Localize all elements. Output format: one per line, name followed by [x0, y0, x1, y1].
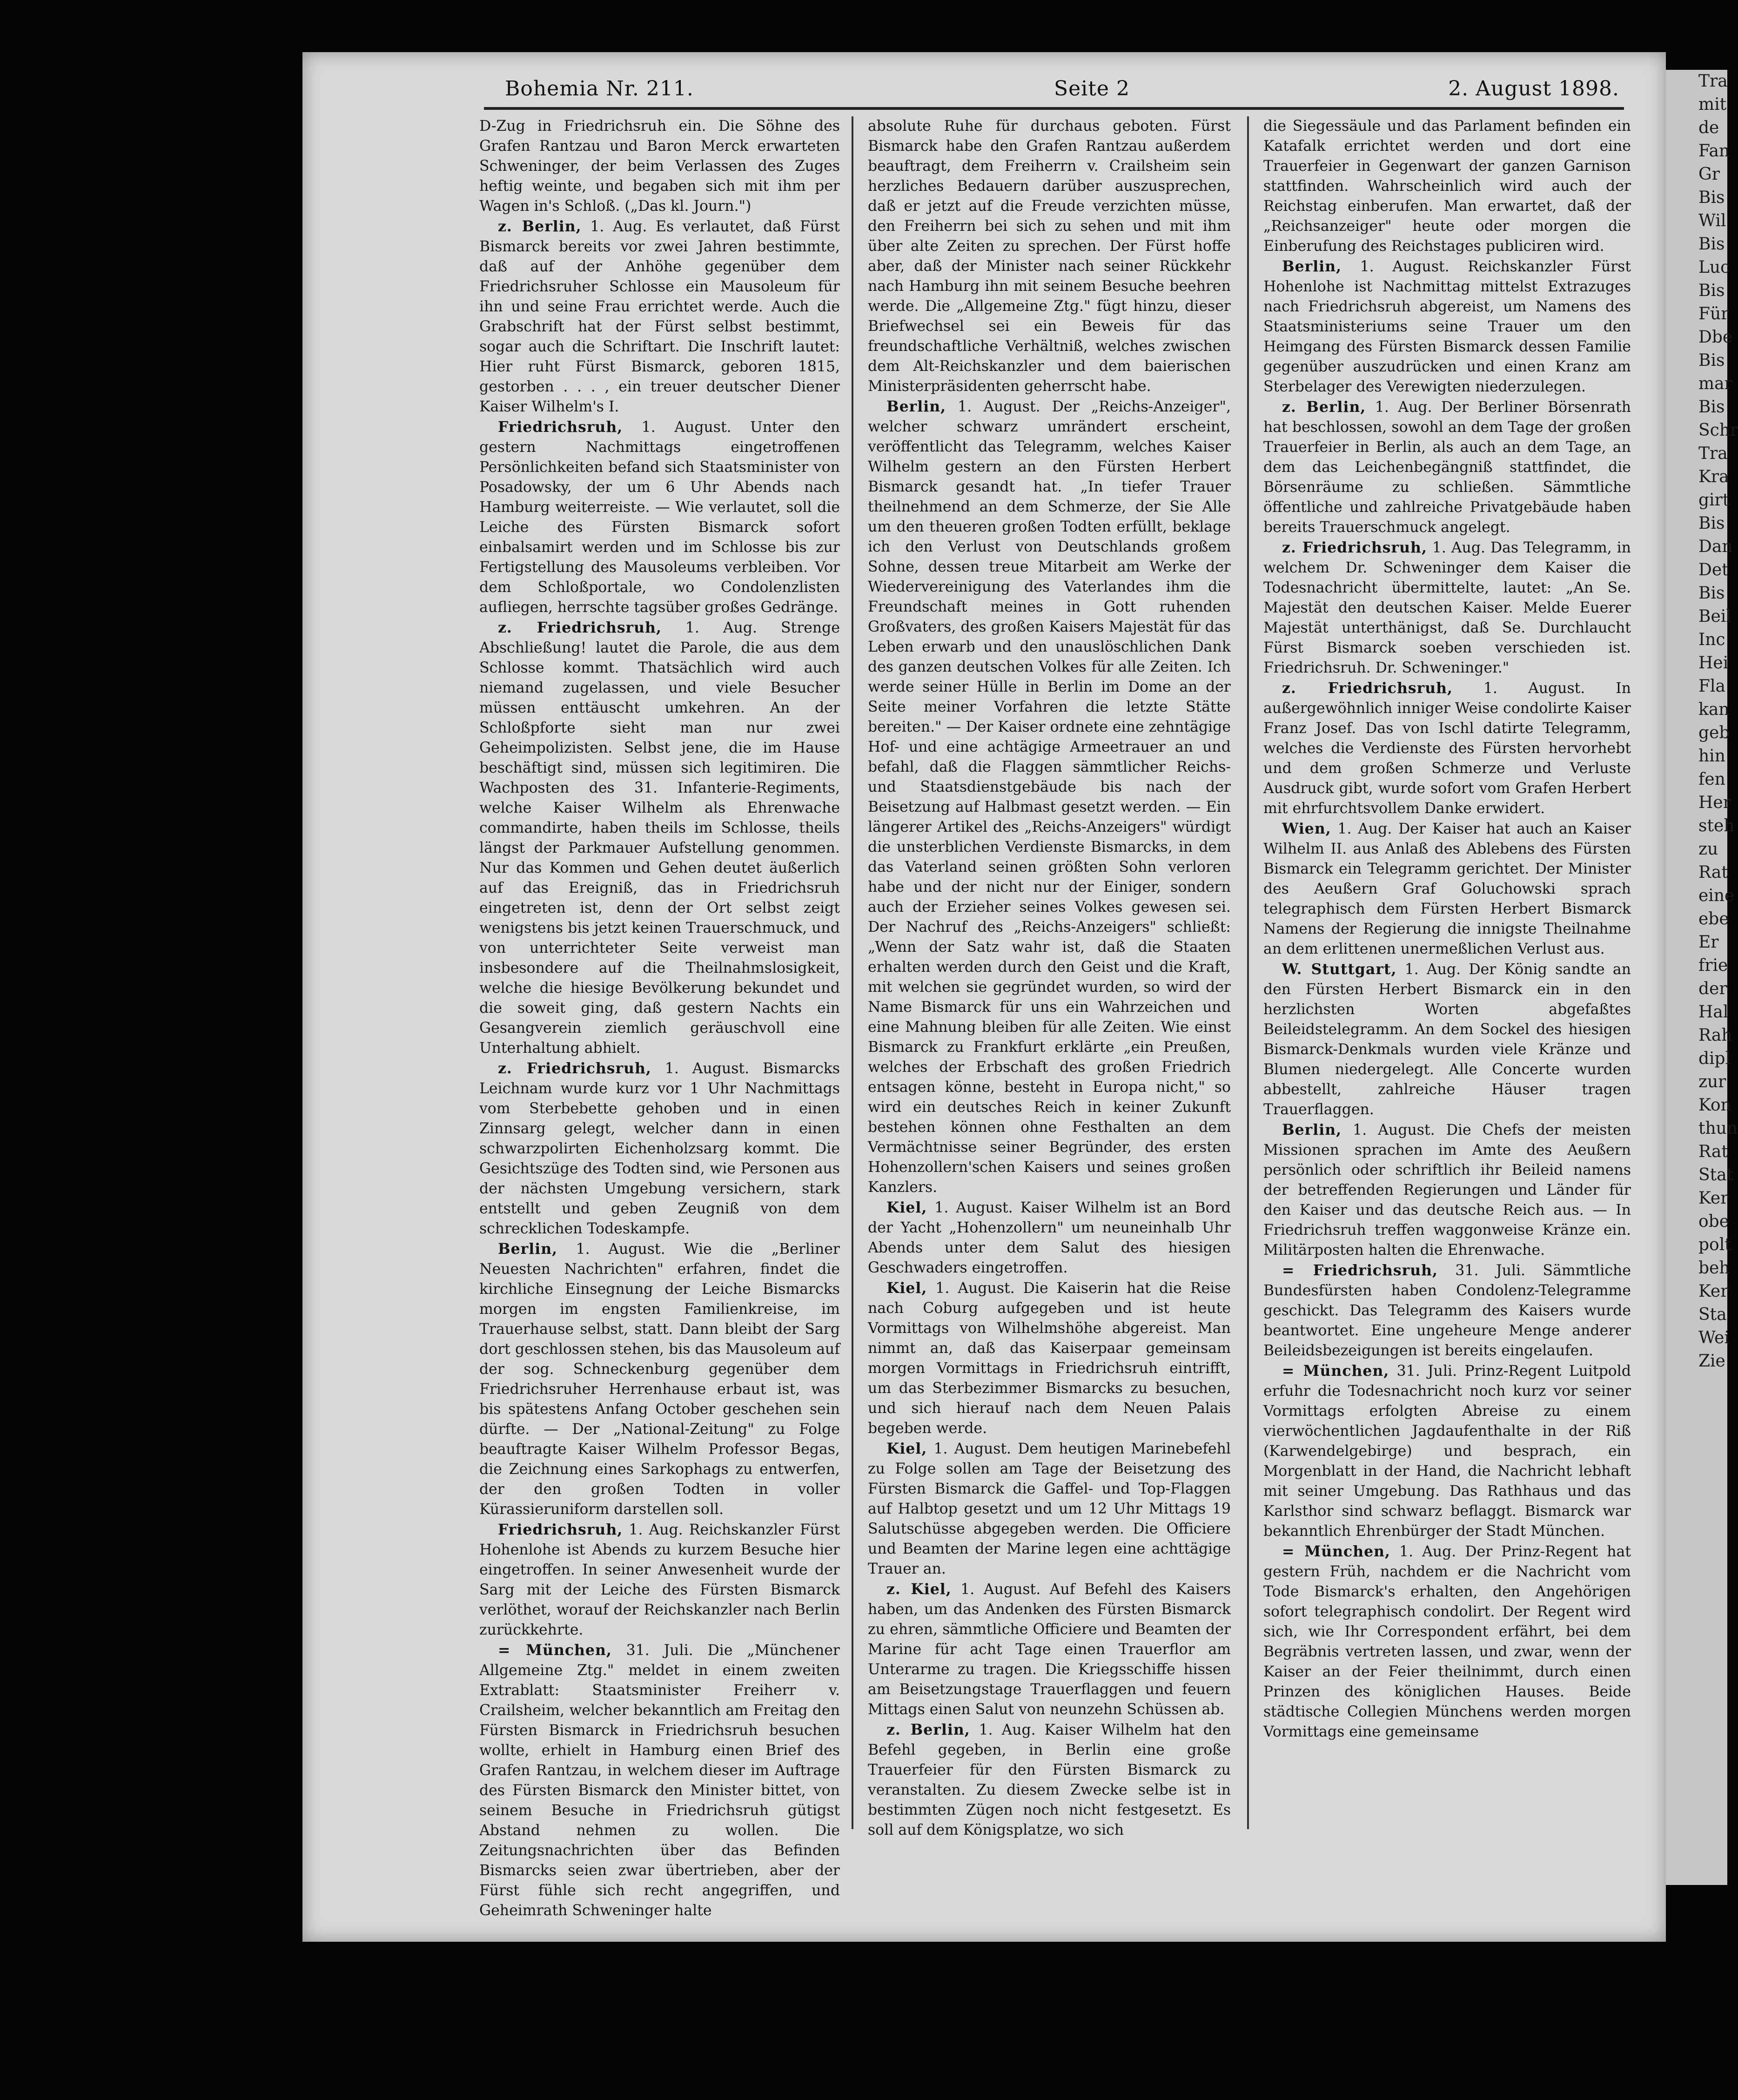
- paragraph-text: 1. Aug. Kaiser Wilhelm hat den Befehl gegeben, in Berlin eine große Trauerfeier für den Fürsten Bismarck zu veranstalten. Zu diesem Zwecke selbe ist in bestimmten Zügen noch nicht festgesetzt. Es soll auf dem Königsplatze, wo sich: [868, 1722, 1231, 1838]
- fragment-text: Rah: [1698, 1026, 1732, 1045]
- paragraph-text: 1. Aug. Der Prinz-Regent hat gestern Früh, nachdem er die Nachricht vom Tode Bismarck's erhalten, den Angehörigen sofort telegraphisch condolirt. Der Regent wird sich, wie Ihr Correspondent erfährt, bei dem Begräbnis vertreten lassen, und zwar, wenn der Kaiser an der Feier theilnimmt, durch einen Prinzen des königlichen Hauses. Beide städtische Collegien Münchens werden morgen Vormittags eine gemeinsame: [1263, 1543, 1631, 1740]
- fragment-text: Rat: [1698, 863, 1728, 882]
- dateline: Berlin,: [1282, 258, 1342, 275]
- column-rule: [1247, 116, 1249, 1829]
- paragraph-text: 1. August. Die Chefs der meisten Missionen sprachen im Amte des Aeußern persönlich oder schriftlich ihr Beileid namens der betreffenden Regierungen und Länder für den Kaiser und das deutsche Reich aus. — In Friedrichsruh treffen waggonweise Kränze ein. Militärposten halten die Ehrenwache.: [1263, 1122, 1631, 1259]
- fragment-text: Für: [1698, 304, 1729, 323]
- fragment-text: Gr: [1698, 165, 1720, 184]
- dateline: z. Friedrichsruh,: [498, 619, 662, 636]
- article-paragraph: [868, 1720, 1231, 1840]
- dateline: = München,: [1282, 1543, 1391, 1560]
- fragment-text: Bis: [1698, 351, 1725, 370]
- dateline: z. Berlin,: [1282, 398, 1366, 416]
- paragraph-text: 1. Aug. Das Telegramm, in welchem Dr. Schweninger dem Kaiser die Todesnachricht übermittelte, lautet: „An Se. Majestät den deutschen Kaiser. Melde Euerer Majestät unterthänigst, daß Se. Durchlaucht Fürst Bismarck soeben verschieden ist. Friedrichsruh. Dr. Schweninger.": [1263, 539, 1631, 676]
- dateline: W. Stuttgart,: [1282, 961, 1397, 978]
- fragment-text: beh: [1698, 1259, 1730, 1278]
- fragment-text: Wil: [1698, 211, 1726, 230]
- article-column-1: [479, 116, 840, 1919]
- header-rule: [484, 107, 1624, 110]
- paragraph-text: 31. Juli. Prinz-Regent Luitpold erfuhr die Todesnachricht noch kurz vor seiner Vormittags erfolgten Abreise zu einem vierwöchentlichen Jagdaufenthalte in der Riß (Karwendelgebirge) und besprach, ein Morgenblatt in der Hand, die Nachricht lebhaft mit seiner Umgebung. Das Rathhaus und das Karlsthor sind schwarz beflaggt. Bismarck war bekanntlich Ehrenbürger der Stadt München.: [1263, 1363, 1631, 1540]
- paragraph-text: 1. Aug. Der Kaiser hat auch an Kaiser Wilhelm II. aus Anlaß des Ablebens des Fürsten Bismarck ein Telegramm gerichtet. Der Minister des Aeußern Graf Goluchowski sprach telegraphisch dem Fürsten Herbert Bismarck Namens der Regierung die innigste Theilnahme an dem erlittenen unermeßlichen Verlust aus.: [1263, 821, 1631, 957]
- fragment-text: Zie: [1698, 1352, 1725, 1371]
- fragment-text: polt: [1698, 1235, 1731, 1254]
- fragment-text: Sta: [1698, 1305, 1727, 1324]
- fragment-text: Bis: [1698, 235, 1725, 254]
- fragment-text: Bis: [1698, 188, 1725, 207]
- fragment-text: Fla: [1698, 677, 1725, 696]
- paragraph-text: 31. Juli. Die „Münchener Allgemeine Ztg." meldet in einem zweiten Extrablatt: Staatsminister Freiherr v. Crailsheim, welcher bekanntlich am Freitag den Fürsten Bismarck in Friedrichsruh besuchen wollte, erhielt in Hamburg einen Brief des Grafen Rantzau, in welchem dieser im Auftrage des Fürsten Bismarck den Minister bittet, von seinem Besuche in Friedrichsruh gütigst Abstand nehmen zu wollen. Die Zeitungsnachrichten über das Befinden Bismarcks seien zwar übertrieben, aber der Fürst fühle sich recht angegriffen, und Geheimrath Schweninger halte: [479, 1642, 840, 1919]
- dateline: z. Kiel,: [886, 1581, 952, 1598]
- fragment-text: zur: [1698, 1072, 1726, 1091]
- fragment-text: steh: [1698, 816, 1735, 835]
- adjacent-page-fragment: [1666, 70, 1738, 1885]
- fragment-text: Bis: [1698, 584, 1725, 603]
- article-paragraph: [1263, 397, 1631, 538]
- article-paragraph: [868, 1439, 1231, 1579]
- paragraph-text: 1. August. Der „Reichs-Anzeiger", welcher schwarz umrändert erscheint, veröffentlicht das Telegramm, welches Kaiser Wilhelm gestern an den Fürsten Herbert Bismarck gesandt hat. „In tiefer Trauer theilnehmend an dem Schmerze, der Sie Alle um den theueren großen Todten erfüllt, beklage ich den Verlust von Deutschlands großem Sohne, dessen treue Mitarbeit am Werke der Wiedervereinigung des Vaterlandes ihm die Freundschaft meines in Gott ruhenden Großvaters, des großen Kaisers Majestät für das Leben erwarb und den unauslöschlichen Dank des ganzen deutschen Volkes für alle Zeiten. Ich werde seiner Hülle in Berlin im Dome an der Seite meiner Vorfahren die letzte Stätte bereiten." — Der Kaiser ordnete eine zehntägige Hof- und eine achtägige Armeetrauer an und befahl, daß die Flaggen sämmtlicher Reichs- und Staatsdienstgebäude bis nach der Beisetzung auf Halbmast gesetzt werden. — Ein längerer Artikel des „Reichs-Anzeigers" würdigt die unsterblichen Verdienste Bismarcks, in dem das Vaterland seinen größten Sohn verloren habe und der nicht nur der Einiger, sondern auch der Erzieher seines Volkes gewesen sei. Der Nachruf des „Reichs-Anzeigers" schließt: „Wenn der Satz wahr ist, daß die Staaten erhalten werden durch den Geist und die Kraft, mit welchen sie gegründet wurden, so wird der Name Bismarck für uns ein Wahrzeichen und eine Mahnung bleiben für alle Zeiten. Wie einst Bismarck zu Frankfurt erklärte „ein Preußen, welches der Erbschaft des großen Friedrich entsagen könne, besteht in Europa nicht," so wird ein deutsches Reich in keiner Zukunft bestehen können ohne Festhalten an dem Vermächtnisse seiner Begründer, des ersten Hohenzollern'schen Kaisers und seines großen Kanzlers.: [868, 398, 1231, 1196]
- paragraph-text: 1. August. In außergewöhnlich inniger Weise condolirte Kaiser Franz Josef. Das von Ischl datirte Telegramm, welches die Verdienste des Fürsten hervorhebt und dem großen Schmerze und Verluste Ausdruck gibt, wurde sofort vom Grafen Herbert mit ehrfurchtsvollem Danke erwidert.: [1263, 680, 1631, 817]
- page-number: Seite 2: [1054, 77, 1130, 101]
- fragment-text: eine: [1698, 886, 1735, 905]
- fragment-text: Rat: [1698, 1142, 1728, 1161]
- fragment-text: Tra: [1698, 444, 1728, 463]
- fragment-text: fen: [1698, 770, 1725, 789]
- fragment-text: Schr: [1698, 421, 1738, 440]
- fragment-text: Her: [1698, 793, 1731, 812]
- fragment-text: Er: [1698, 933, 1719, 952]
- dateline: Berlin,: [1282, 1121, 1342, 1138]
- dateline: z. Friedrichsruh,: [1282, 539, 1427, 556]
- fragment-text: thun: [1698, 1119, 1738, 1138]
- article-paragraph: [1263, 959, 1631, 1120]
- paragraph-text: die Siegessäule und das Parlament befinden ein Katafalk errichtet werden und dort eine Trauerfeier in Gegenwart der ganzen Garnison stattfinden. Wahrscheinlich wird auch der Reichstag einberufen. Man erwartet, daß der „Reichsanzeiger" heute oder morgen die Einberufung des Reichstages publiciren wird.: [1263, 118, 1631, 255]
- paragraph-text: 1. August. Reichskanzler Fürst Hohenlohe ist Nachmittag mittelst Extrazuges nach Friedrichsruh abgereist, um Namens des Staatsministeriums seine Trauer um den Heimgang des Fürsten Bismarck dessen Familie gegenüber auszudrücken und einen Kranz am Sterbelager des Verewigten niederzulegen.: [1263, 258, 1631, 395]
- article-paragraph: [1263, 1361, 1631, 1541]
- dateline: Friedrichsruh,: [498, 1521, 623, 1538]
- fragment-text: dipl: [1698, 1049, 1731, 1068]
- paragraph-text: 1. August. Wie die „Berliner Neuesten Nachrichten" erfahren, findet die kirchliche Einsegnung der Leiche Bismarcks morgen im engsten Familienkreise, im Trauerhause selbst, statt. Dann bleibt der Sarg dort geschlossen stehen, bis das Mausoleum auf der sog. Schneckenburg gegenüber dem Friedrichsruher Herrenhause erbaut ist, was bis spätestens Anfang October geschehen sein dürfte. — Der „National-Zeitung" zu Folge beauftragte Kaiser Wilhelm Professor Begas, die Zeichnung eines Sarkophags zu entwerfen, der den großen Todten in voller Kürassieruniform darstellen soll.: [479, 1241, 840, 1518]
- article-paragraph: [479, 1058, 840, 1239]
- dateline: Friedrichsruh,: [498, 418, 623, 436]
- article-paragraph: [868, 397, 1231, 1198]
- fragment-text: Inc: [1698, 630, 1725, 649]
- paragraph-text: 1. Aug. Der Berliner Börsenrath hat beschlossen, sowohl an dem Tage der großen Trauerfeier in Berlin, als auch an dem Tage, an dem das Leichenbegängniß stattfindet, die Börsenräume zu schließen. Sämmtliche öffentliche und zahlreiche Privatgebäude haben bereits Trauerschmuck angelegt.: [1263, 399, 1631, 536]
- article-paragraph: [868, 1278, 1231, 1439]
- masthead-issue: Bohemia Nr. 211.: [505, 77, 694, 101]
- dateline: = Friedrichsruh,: [1282, 1262, 1438, 1279]
- paragraph-text: 1. August. Unter den gestern Nachmittags eingetroffenen Persönlichkeiten befand sich Staatsminister von Posadowsky, der um 6 Uhr Abends nach Hamburg weiterreiste. — Wie verlautet, soll die Leiche des Fürsten Bismarck sofort einbalsamirt werden und im Schlosse bis zur Fertigstellung des Mausoleums verbleiben. Vor dem Schloßportale, wo Condolenzlisten aufliegen, herrschte tagsüber großes Gedränge.: [479, 419, 840, 616]
- dateline: = München,: [1282, 1362, 1389, 1380]
- dateline: Kiel,: [886, 1440, 927, 1457]
- fragment-text: Hal: [1698, 1003, 1729, 1022]
- article-paragraph: [1263, 1260, 1631, 1361]
- fragment-text: mit: [1698, 95, 1727, 114]
- fragment-text: der: [1698, 979, 1727, 998]
- article-paragraph: [479, 1640, 840, 1921]
- dateline: = München,: [498, 1642, 612, 1659]
- paragraph-text: 1. August. Kaiser Wilhelm ist an Bord der Yacht „Hohenzollern" um neuneinhalb Uhr Abends unter dem Salut des hiesigen Geschwaders eingetroffen.: [868, 1199, 1231, 1276]
- issue-date: 2. August 1898.: [1448, 77, 1619, 101]
- fragment-text: zu: [1698, 840, 1718, 859]
- fragment-text: Bis: [1698, 397, 1725, 417]
- dateline: Kiel,: [886, 1199, 927, 1216]
- fragment-text: geb: [1698, 723, 1730, 742]
- article-column-2: [868, 116, 1231, 1838]
- paragraph-text: 1. Aug. Der König sandte an den Fürsten Herbert Bismarck ein in den herzlichsten Worten abgefaßtes Beileidstelegramm. An dem Sockel des hiesigen Bismarck-Denkmals wurden viele Kränze und Blumen niedergelegt. Alle Concerte wurden abbestellt, zahlreiche Häuser tragen Trauerflaggen.: [1263, 961, 1631, 1118]
- paragraph-text: 1. August. Die Kaiserin hat die Reise nach Coburg aufgegeben und ist heute Vormittags von Wilhelmshöhe abgereist. Man nimmt an, daß das Kaiserpaar gemeinsam morgen Vormittags in Friedrichsruh eintrifft, um das Sterbezimmer Bismarcks zu besuchen, und sich hierauf nach dem Neuen Palais begeben werde.: [868, 1280, 1231, 1437]
- article-paragraph: [479, 1520, 840, 1640]
- article-paragraph: [1263, 1541, 1631, 1742]
- fragment-text: Kra: [1698, 467, 1729, 486]
- fragment-text: Wei: [1698, 1328, 1730, 1347]
- fragment-text: Kon: [1698, 1096, 1731, 1115]
- article-paragraph: [868, 1198, 1231, 1278]
- article-paragraph: [1263, 678, 1631, 819]
- dateline: z. Berlin,: [886, 1721, 970, 1738]
- fragment-text: Tra: [1698, 72, 1728, 91]
- dateline: Berlin,: [886, 398, 946, 415]
- article-column-3: [1263, 116, 1631, 1838]
- fragment-text: Beil: [1698, 607, 1731, 626]
- article-paragraph: [1263, 819, 1631, 959]
- column-rule: [852, 116, 853, 1829]
- fragment-text: kan: [1698, 700, 1730, 719]
- dateline: Berlin,: [498, 1240, 558, 1258]
- fragment-text: frie: [1698, 956, 1728, 975]
- fragment-text: mar: [1698, 374, 1732, 393]
- fragment-text: Luc: [1698, 258, 1730, 277]
- fragment-text: obe: [1698, 1212, 1730, 1231]
- fragment-text: Det: [1698, 560, 1729, 579]
- fragment-text: Stat: [1698, 1165, 1734, 1185]
- fragment-text: Hei: [1698, 653, 1729, 673]
- article-paragraph: [868, 116, 1231, 397]
- article-paragraph: [479, 1239, 840, 1520]
- fragment-text: Dan: [1698, 537, 1733, 556]
- fragment-text: girt: [1698, 491, 1730, 510]
- fragment-text: de: [1698, 118, 1719, 137]
- paragraph-text: 1. August. Dem heutigen Marinebefehl zu Folge sollen am Tage der Beisetzung des Fürsten Bismarck die Gaffel- und Top-Flaggen auf Halbtop gesetzt und um 12 Uhr Mittags 19 Salutschüsse abgegeben werden. Die Officiere und Beamten der Marine legen eine achttägige Trauer an.: [868, 1440, 1231, 1577]
- fragment-text: Bis: [1698, 514, 1725, 533]
- fragment-text: Bis: [1698, 281, 1725, 300]
- fragment-text: Fan: [1698, 141, 1730, 161]
- fragment-text: Ker: [1698, 1189, 1729, 1208]
- paragraph-text: 1. August. Bismarcks Leichnam wurde kurz vor 1 Uhr Nachmittags vom Sterbebette gehoben und in einen Zinnsarg gelegt, welcher dann in einen schwarzpolirten Eichenholzsarg kommt. Die Gesichtszüge des Todten sind, wie Personen aus der nächsten Umgebung versichern, stark entstellt und geben Zeugniß von dem schrecklichen Todeskampfe.: [479, 1060, 840, 1237]
- article-paragraph: [479, 618, 840, 1058]
- article-paragraph: [479, 116, 840, 216]
- dateline: Wien,: [1282, 820, 1331, 837]
- dateline: Kiel,: [886, 1279, 927, 1297]
- page-header: [505, 77, 1619, 105]
- fragment-text: ebe: [1698, 909, 1729, 929]
- article-paragraph: [1263, 1120, 1631, 1260]
- dateline: z. Friedrichsruh,: [1282, 680, 1453, 697]
- paragraph-text: 31. Juli. Sämmtliche Bundesfürsten haben Condolenz-Telegramme geschickt. Das Telegramm des Kaisers wurde beantwortet. Eine ungeheure Menge anderer Beileidsbezeigungen ist bereits eingelaufen.: [1263, 1262, 1631, 1359]
- paragraph-text: 1. Aug. Es verlautet, daß Fürst Bismarck bereits vor zwei Jahren bestimmte, daß auf der Anhöhe gegenüber dem Friedrichsruher Schlosse ein Mausoleum für ihn und seine Frau errichtet werde. Auch die Grabschrift hat der Fürst selbst bestimmt, sogar auch die Schriftart. Die Inschrift lautet: Hier ruht Fürst Bismarck, geboren 1815, gestorben . . . , ein treuer deutscher Diener Kaiser Wilhelm's I.: [479, 218, 840, 415]
- dateline: z. Friedrichsruh,: [498, 1060, 651, 1077]
- paragraph-text: 1. Aug. Strenge Abschließung! lautet die Parole, die aus dem Schlosse kommt. Thatsächlich wird auch niemand zugelassen, und viele Besucher müssen enttäuscht umkehren. An der Schloßpforte sieht man nur zwei Geheimpolizisten. Selbst jene, die im Hause beschäftigt sind, müssen sich legitimiren. Die Wachposten des 31. Infanterie-Regiments, welche Kaiser Wilhelm als Ehrenwache commandirte, haben theils im Schlosse, theils längst der Parkmauer Aufstellung genommen. Nur das Kommen und Gehen deutet äußerlich auf das Ereigniß, das in Friedrichsruh eingetreten ist, denn der Ort selbst zeigt wenigstens bis jetzt keinen Trauerschmuck, und von unterrichteter Seite verweist man insbesondere auf die Theilnahmslosigkeit, welche die hiesige Bevölkerung bekundet und die soweit ging, daß gestern Nachts ein Gesangverein ziemlich geräuschvoll eine Unterhaltung abhielt.: [479, 619, 840, 1057]
- paragraph-text: 1. August. Auf Befehl des Kaisers haben, um das Andenken des Fürsten Bismarck zu ehren, sämmtliche Officiere und Beamten der Marine für acht Tage einen Trauerflor am Unterarme zu tragen. Die Kriegsschiffe hissen am Beisetzungstage Trauerflaggen und feuern Mittags einen Salut von neunzehn Schüssen ab.: [868, 1581, 1231, 1718]
- article-paragraph: [1263, 116, 1631, 256]
- article-paragraph: [868, 1579, 1231, 1720]
- article-paragraph: [479, 417, 840, 618]
- article-paragraph: [1263, 256, 1631, 397]
- fragment-text: Dbe: [1698, 328, 1733, 347]
- paragraph-text: absolute Ruhe für durchaus geboten. Fürst Bismarck habe den Grafen Rantzau außerdem beauftragt, dem Freiherrn v. Crailsheim sein herzliches Bedauern darüber auszusprechen, daß er jetzt auf die Freude verzichten müsse, den Freiherrn bei sich zu sehen und mit ihm über alte Zeiten zu sprechen. Der Fürst hoffe aber, daß der Minister nach seiner Rückkehr nach Hamburg ihn mit seinem Besuche beehren werde. Die „Allgemeine Ztg." fügt hinzu, dieser Briefwechsel sei ein Beweis für das freundschaftliche Verhältniß, welches zwischen dem Alt-Reichskanzler und dem baierischen Ministerpräsidenten geherrscht habe.: [868, 118, 1231, 395]
- paragraph-text: 1. Aug. Reichskanzler Fürst Hohenlohe ist Abends zu kurzem Besuche hier eingetroffen. In seiner Anwesenheit wurde der Sarg mit der Leiche des Fürsten Bismarck verlöthet, worauf der Reichskanzler nach Berlin zurückkehrte.: [479, 1521, 840, 1638]
- dateline: z. Berlin,: [498, 218, 582, 235]
- paragraph-text: D-Zug in Friedrichsruh ein. Die Söhne des Grafen Rantzau und Baron Merck erwarteten Schweninger, der beim Verlassen des Zuges heftig weinte, und begaben sich mit ihm per Wagen in's Schloß. („Das kl. Journ."): [479, 118, 840, 215]
- fragment-text: Ker: [1698, 1282, 1729, 1301]
- fragment-text: hin: [1698, 747, 1725, 766]
- article-paragraph: [479, 216, 840, 417]
- article-paragraph: [1263, 538, 1631, 678]
